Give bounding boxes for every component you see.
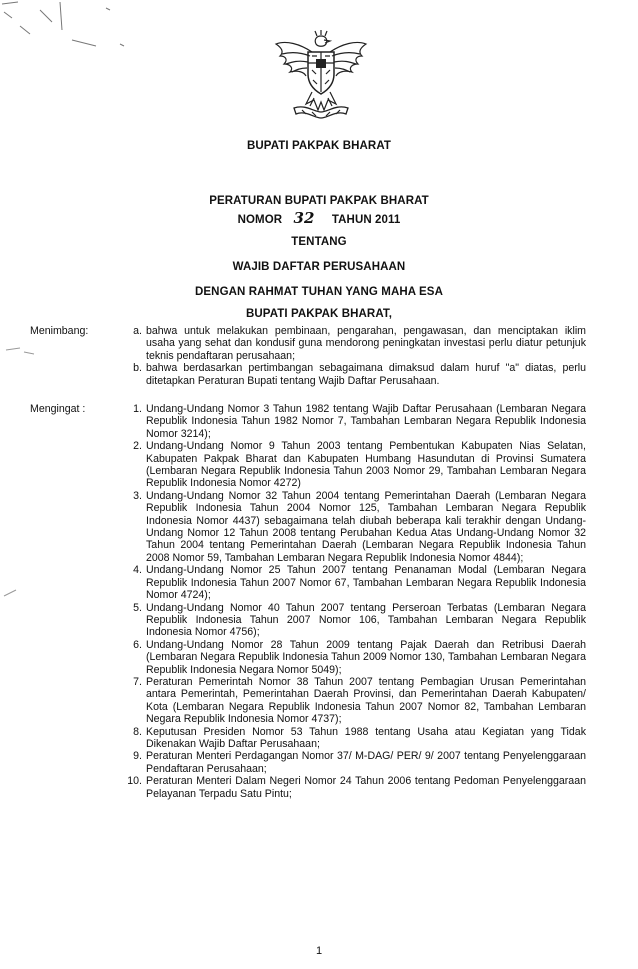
list-item: [112, 564, 586, 601]
garuda-emblem-icon: [272, 30, 370, 122]
page-number: 1: [315, 945, 323, 957]
item-text: Undang-Undang Nomor 25 Tahun 2007 tentang Penanaman Modal (Lembaran Negara Republik Indonesia Tahun 2007 Nomor 67, Tambahan Lembaran Negara Republik Indonesia Nomor 4724);: [146, 564, 586, 602]
regent-comma-heading: BUPATI PAKPAK BHARAT,: [245, 308, 393, 320]
item-text: Peraturan Menteri Perdagangan Nomor 37/ M-DAG/ PER/ 9/ 2007 tentang Penyelenggaraan Pendaftaran Perusahaan;: [146, 750, 586, 775]
year-label: TAHUN 2011: [331, 214, 401, 226]
item-text: Peraturan Menteri Dalam Negeri Nomor 24 Tahun 2006 tentang Pedoman Penyelenggaraan Pelayanan Terpadu Satu Pintu;: [146, 775, 586, 800]
recalling-list: [112, 403, 586, 800]
item-text: Keputusan Presiden Nomor 53 Tahun 1988 tentang Usaha atau Kegiatan yang Tidak Dikenakan Wajib Daftar Perusahaan;: [146, 725, 586, 750]
list-item: [112, 775, 586, 800]
list-item: [112, 362, 586, 387]
recalling-label: Mengingat :: [30, 403, 86, 415]
list-item: [112, 403, 586, 440]
subject-heading: WAJIB DAFTAR PERUSAHAAN: [232, 261, 406, 273]
scan-noise-mark: [0, 0, 170, 60]
item-marker: 3.: [133, 489, 142, 502]
item-text: Peraturan Pemerintah Nomor 38 Tahun 2007 tentang Pembagian Urusan Pemerintahan antara Pemerintah, Pemerintahan Daerah Provinsi, dan Pemerintahan Daerah Kabupaten/ Kota (Lembaran Negara Republik Indonesia Tahun 2007 Nomor 82, Tambahan Lembaran Negara Republik Indonesia Nomor 4737);: [146, 675, 586, 726]
item-marker: 6.: [133, 638, 142, 651]
item-text: Undang-Undang Nomor 9 Tahun 2003 tentang Pembentukan Kabupaten Nias Selatan, Kabupaten Pakpak Bharat dan Kabupaten Humbang Hasundutan di Provinsi Sumatera (Lembaran Negara Republik Indonesia Tahun 2003 Nomor 29, Tambahan Lembaran Negara Republik Indonesia Nomor 4272): [146, 440, 586, 490]
item-marker: 7.: [133, 675, 142, 688]
scan-noise-mark: [2, 588, 22, 600]
list-item: [112, 602, 586, 639]
list-item: [112, 325, 586, 362]
item-marker: 4.: [133, 564, 142, 577]
item-text: Undang-Undang Nomor 40 Tahun 2007 tentang Perseroan Terbatas (Lembaran Negara Republik Indonesia Tahun 2007 Nomor 106, Tambahan Lembaran Negara Republik Indonesia Nomor 4756);: [146, 601, 586, 639]
list-item: [112, 726, 586, 751]
item-marker: 9.: [133, 750, 142, 763]
item-text: bahwa berdasarkan pertimbangan sebagaimana dimaksud dalam huruf "a" diatas, perlu ditetapkan Peraturan Bupati tentang Wajib Daftar Perusahaan.: [146, 362, 586, 387]
number-value: 32: [293, 209, 315, 227]
about-heading: TENTANG: [291, 236, 347, 248]
item-marker: b.: [133, 362, 142, 375]
list-item: [112, 440, 586, 490]
item-text: bahwa untuk melakukan pembinaan, pengarahan, pengawasan, dan menciptakan iklim usaha yang sehat dan kondusif guna mendorong peningkatan investasi perlu diatur petunjuk teknis pendaftaran perusahaan;: [146, 325, 586, 362]
item-marker: 5.: [133, 601, 142, 614]
item-marker: 10.: [127, 775, 142, 788]
considering-label: Menimbang:: [30, 325, 89, 337]
scan-noise-mark: [4, 340, 44, 360]
number-label: NOMOR: [237, 214, 283, 226]
considering-list: [112, 325, 586, 387]
list-item: [112, 490, 586, 564]
item-marker: 8.: [133, 725, 142, 738]
item-text: Undang-Undang Nomor 32 Tahun 2004 tentang Pemerintahan Daerah (Lembaran Negara Republik Indonesia Tahun 2004 Nomor 125, Tambahan Lembaran Negara Republik Indonesia Nomor 4437) sebagaimana telah diubah beberapa kali terakhir dengan Undang-Undang Nomor 12 Tahun 2008 tentang Perubahan Kedua Atas Undang-Undang Nomor 32 Tahun 2004 tentang Pemerintahan Daerah (Lembaran Negara Republik Indonesia Tahun 2008 Nomor 59, Tambahan Lembaran Negara Republik Indonesia Nomor 4844);: [146, 489, 586, 564]
item-marker: a.: [133, 325, 142, 337]
item-marker: 2.: [133, 440, 142, 453]
item-marker: 1.: [133, 403, 142, 415]
list-item: [112, 750, 586, 775]
item-text: Undang-Undang Nomor 28 Tahun 2009 tentang Pajak Daerah dan Retribusi Daerah (Lembaran Negara Republik Indonesia Tahun 2009 Nomor 130, Tambahan Lembaran Negara Republik Indonesia Negara Nomor 5049);: [146, 638, 586, 676]
regulation-number-line: [0, 209, 638, 227]
list-item: [112, 639, 586, 676]
item-text: Undang-Undang Nomor 3 Tahun 1982 tentang Wajib Daftar Perusahaan (Lembaran Negara Republik Indonesia Tahun 1982 Nomor 7, Tambahan Lembaran Negara Republik Indonesia Nomor 3214);: [146, 403, 586, 440]
list-item: [112, 676, 586, 726]
regulation-title: PERATURAN BUPATI PAKPAK BHARAT: [209, 195, 429, 207]
grace-heading: DENGAN RAHMAT TUHAN YANG MAHA ESA: [194, 286, 443, 298]
regent-heading: BUPATI PAKPAK BHARAT: [246, 140, 392, 152]
